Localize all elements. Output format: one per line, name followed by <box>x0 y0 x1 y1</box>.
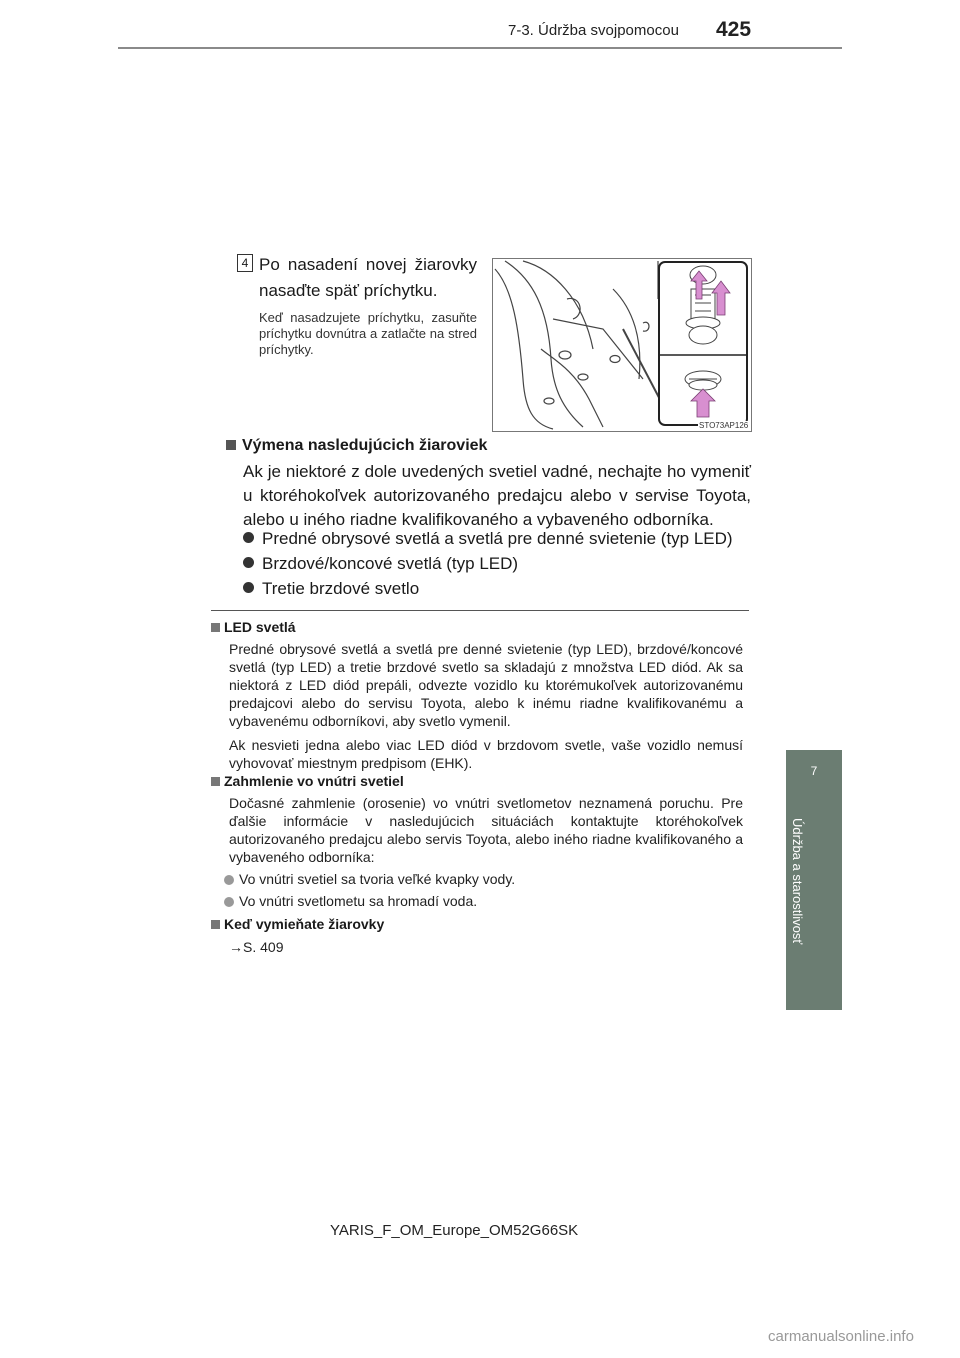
chapter-title-vertical <box>786 810 842 1010</box>
step-note: Keď nasadzujete príchytku, zasuňte príchytku dovnútra a zatlačte na stred príchytky. <box>259 310 477 357</box>
list-item <box>243 528 733 550</box>
document-code: YARIS_F_OM_Europe_OM52G66SK <box>330 1222 579 1239</box>
bullet-dot-icon <box>243 532 254 543</box>
section-heading <box>226 437 487 455</box>
chapter-tab <box>786 750 842 810</box>
bullet-dot-icon <box>224 897 234 907</box>
chapter-number: 7 <box>810 764 818 778</box>
note-heading-text: LED svetlá <box>224 619 296 635</box>
notes-divider <box>211 610 749 611</box>
watermark: carmanualsonline.info <box>768 1328 914 1345</box>
note-heading-text: Zahmlenie vo vnútri svetiel <box>224 773 404 789</box>
note-heading-led <box>211 619 296 635</box>
page-number: 425 <box>716 18 752 41</box>
list-item-text: Predné obrysové svetlá a svetlá pre denné svietenie (typ LED) <box>262 529 733 548</box>
section-heading-text: Výmena nasledujúcich žiaroviek <box>242 437 488 454</box>
note-heading-fog <box>211 773 404 789</box>
square-bullet-icon <box>211 777 220 786</box>
section-paragraph: Ak je niektoré z dole uvedených svetiel vadné, nechajte ho vymeniť u ktoréhokoľvek autorizovaného predajcu alebo v servise Toyota, alebo u iného riadne kvalifikovaného a vybaveného odborníka. <box>243 462 751 529</box>
square-bullet-icon <box>226 440 236 450</box>
note-paragraph: Dočasné zahmlenie (orosenie) vo vnútri svetlometov neznamená poruchu. Pre ďalšie informácie v nasledujúcich situáciách kontaktujte ktoréhokoľvek autorizovaného predajcu alebo servis Toyota, alebo iného riadne kvalifikovaného a vybaveného odborníka: <box>229 795 743 865</box>
list-item-text: Brzdové/koncové svetlá (typ LED) <box>262 554 519 573</box>
header-divider <box>118 47 842 49</box>
note-list-item <box>224 892 477 910</box>
step-title: Po nasadení novej žiarovky nasaďte späť príchytku. <box>259 255 477 300</box>
note-paragraph: Predné obrysové svetlá a svetlá pre denné svietenie (typ LED), brzdové/koncové svetlá (typ LED) a tretie brzdové svetlo sa skladajú z množstva LED diód. Ak sa niektorá z LED diód prepáli, odvezte vozidlo ku ktorémukoľvek autorizovanému predajcovi alebo do servisu Toyota, alebo k inému riadne kvalifikovanému a vybavenému odborníkovi, aby svetlo vymenil. <box>229 641 743 729</box>
list-item <box>243 578 419 600</box>
page-reference-link[interactable]: →S. 409 <box>229 939 284 955</box>
list-item-text: Tretie brzdové svetlo <box>262 579 420 598</box>
note-paragraph: Ak nesvieti jedna alebo viac LED diód v brzdovom svetle, vaše vozidlo nemusí vyhovovať miestnym predpisom (EHK). <box>229 737 743 771</box>
clip-illustration <box>492 258 752 432</box>
bullet-dot-icon <box>243 582 254 593</box>
square-bullet-icon <box>211 920 220 929</box>
bullet-dot-icon <box>224 875 234 885</box>
headlight-clip-drawing <box>493 259 751 431</box>
note-list-item-text: Vo vnútri svetlometu sa hromadí voda. <box>239 893 478 909</box>
section-title: 7-3. Údržba svojpomocou <box>508 22 679 39</box>
note-heading-text: Keď vymieňate žiarovky <box>224 916 385 932</box>
square-bullet-icon <box>211 623 220 632</box>
chapter-title: Údržba a starostlivosť <box>790 818 805 945</box>
note-list-item-text: Vo vnútri svetiel sa tvoria veľké kvapky vody. <box>239 871 516 887</box>
list-item <box>243 553 518 575</box>
note-heading-replace <box>211 916 384 932</box>
note-list-item <box>224 870 515 888</box>
illustration-code: STO73AP126 <box>699 421 749 430</box>
bullet-dot-icon <box>243 557 254 568</box>
step-number: 4 <box>237 254 253 272</box>
